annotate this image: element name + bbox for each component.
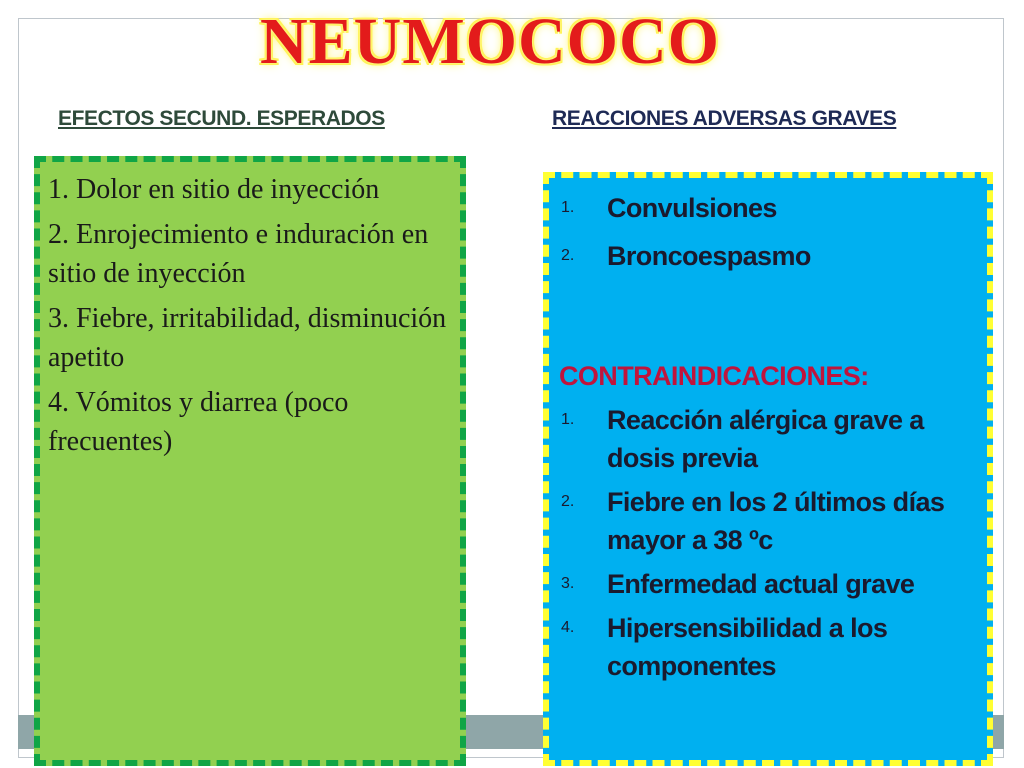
- list-text: Convulsiones: [607, 193, 777, 223]
- list-item: [555, 565, 985, 603]
- list-item: 3. Fiebre, irritabilidad, disminución apetito: [48, 303, 447, 373]
- list-number: 4.: [561, 619, 575, 636]
- list-item: [555, 189, 985, 227]
- list-number: 3.: [561, 575, 575, 592]
- adverse-reactions-list: [555, 189, 985, 275]
- list-number: 1.: [561, 411, 575, 428]
- list-item: [555, 609, 985, 685]
- list-text: Enfermedad actual grave: [607, 569, 915, 599]
- list-item: [555, 483, 985, 559]
- list-text: Fiebre en los 2 últimos días mayor a 38 ºc: [607, 487, 945, 555]
- contraindications-heading: CONTRAINDICACIONES:: [559, 361, 869, 391]
- list-number: 2.: [561, 247, 575, 264]
- expected-effects-list: [48, 170, 458, 467]
- list-item: 1. Dolor en sitio de inyección: [48, 174, 380, 205]
- list-item: 2. Enrojecimiento e induración en sitio de inyección: [48, 219, 429, 289]
- expected-effects-box: [34, 156, 466, 766]
- list-text: Reacción alérgica grave a dosis previa: [607, 405, 924, 473]
- adverse-reactions-heading: REACCIONES ADVERSAS GRAVES: [552, 107, 897, 130]
- list-number: 1.: [561, 199, 575, 216]
- list-item: [555, 401, 985, 477]
- contraindications-list: [555, 401, 985, 685]
- list-text: Hipersensibilidad a los componentes: [607, 613, 888, 681]
- adverse-reactions-box: [543, 172, 993, 766]
- list-text: Broncoespasmo: [607, 241, 811, 271]
- expected-effects-heading: EFECTOS SECUND. ESPERADOS: [58, 107, 385, 130]
- slide-title: NEUMOCOCO: [260, 5, 720, 78]
- adverse-reactions-content: [555, 184, 985, 685]
- list-item: [555, 237, 985, 275]
- list-number: 2.: [561, 493, 575, 510]
- list-item: 4. Vómitos y diarrea (poco frecuentes): [48, 387, 349, 457]
